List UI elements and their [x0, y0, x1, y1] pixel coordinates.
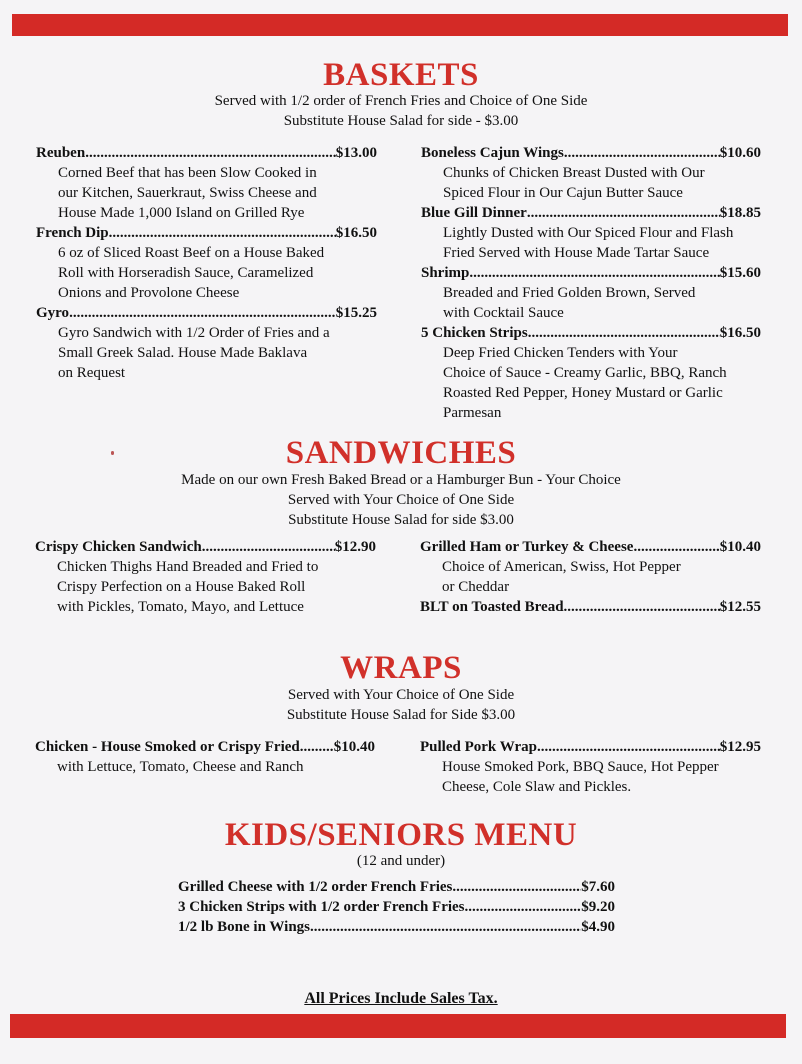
item-price: $15.60: [719, 265, 761, 281]
menu-item-pulled-pork-wrap: [420, 737, 761, 797]
wraps-right-column: [420, 737, 761, 797]
top-decorative-bar: [12, 14, 788, 36]
item-description: Chicken Thighs Hand Breaded and Fried to Crispy Perfection on a House Baked Roll with Pickles, Tomato, Mayo, and Lettuce: [57, 559, 319, 615]
baskets-heading: BASKETS: [323, 57, 479, 93]
menu-item-blt: [420, 597, 761, 617]
menu-item-french-dip: [36, 223, 377, 303]
bottom-decorative-bar: [10, 1014, 786, 1038]
kids-item: Grilled Cheese with 1/2 order French Fries ..... $7.60: [178, 877, 615, 897]
item-name: Blue Gill Dinner: [421, 205, 527, 221]
item-description: Deep Fried Chicken Tenders with Your Choice of Sauce - Creamy Garlic, BBQ, Ranch Roasted Red Pepper, Honey Mustard or Garlic Parmesan: [443, 345, 727, 421]
item-price: $13.00: [335, 145, 377, 161]
item-description: Breaded and Fried Golden Brown, Served with Cocktail Sauce: [443, 285, 696, 321]
item-price: $10.60: [719, 145, 761, 161]
baskets-subtitle-1: Served with 1/2 order of French Fries and Choice of One Side: [214, 93, 588, 109]
item-price: $12.55: [719, 599, 761, 615]
baskets-left-column: [36, 143, 377, 383]
menu-item-5-chicken-strips: [421, 323, 761, 423]
item-name: Grilled Ham or Turkey & Cheese: [420, 539, 634, 555]
wraps-subtitle-2: Substitute House Salad for Side $3.00: [286, 707, 516, 723]
sandwiches-subtitle-3: Substitute House Salad for side $3.00: [288, 512, 514, 528]
item-price: $10.40: [719, 539, 761, 555]
item-name: Shrimp: [421, 265, 470, 281]
item-price: $12.95: [719, 739, 761, 755]
baskets-subtitle-2: Substitute House Salad for side - $3.00: [283, 113, 519, 129]
sandwiches-subtitle-1: Made on our own Fresh Baked Bread or a Hamburger Bun - Your Choice: [181, 472, 621, 488]
item-description: 6 oz of Sliced Roast Beef on a House Baked Roll with Horseradish Sauce, Caramelized Onions and Provolone Cheese: [58, 245, 325, 301]
item-name: Chicken - House Smoked or Crispy Fried: [35, 739, 300, 755]
item-description: Lightly Dusted with Our Spiced Flour and Flash Fried Served with House Made Tartar Sauce: [443, 225, 734, 261]
item-price: $12.90: [334, 539, 376, 555]
menu-item-shrimp: [421, 263, 761, 323]
item-price: $18.85: [719, 205, 761, 221]
menu-item-reuben: [36, 143, 377, 223]
item-name: Crispy Chicken Sandwich: [35, 539, 202, 555]
item-description: Gyro Sandwich with 1/2 Order of Fries and a Small Greek Salad. House Made Baklava on Request: [58, 325, 330, 381]
item-name: Boneless Cajun Wings: [421, 145, 564, 161]
item-price: $15.25: [335, 305, 377, 321]
item-price: $16.50: [335, 225, 377, 241]
kids-item: 3 Chicken Strips with 1/2 order French Fries ..... $9.20: [178, 897, 615, 917]
wraps-left-column: [35, 737, 375, 777]
item-description: Corned Beef that has been Slow Cooked in our Kitchen, Sauerkraut, Swiss Cheese and House Made 1,000 Island on Grilled Rye: [58, 165, 317, 221]
wraps-subtitle-1: Served with Your Choice of One Side: [287, 687, 515, 703]
item-price: $16.50: [719, 325, 761, 341]
item-description: with Lettuce, Tomato, Cheese and Ranch: [57, 759, 304, 775]
item-price: $10.40: [333, 739, 375, 755]
menu-item-gyro: [36, 303, 377, 383]
baskets-right-column: [421, 143, 761, 423]
kids-seniors-list: [178, 877, 615, 937]
menu-item-grilled-ham-or-turkey: [420, 537, 761, 597]
sales-tax-note: All Prices Include Sales Tax.: [304, 990, 498, 1007]
menu-item-chicken-wrap: [35, 737, 375, 777]
sandwiches-right-column: [420, 537, 761, 617]
wraps-heading: WRAPS: [340, 650, 462, 686]
item-name: BLT on Toasted Bread: [420, 599, 564, 615]
item-name: Pulled Pork Wrap: [420, 739, 537, 755]
kids-seniors-subtitle: (12 and under): [356, 853, 446, 869]
menu-item-blue-gill-dinner: [421, 203, 761, 263]
sandwiches-heading: SANDWICHES: [285, 435, 517, 471]
kids-item: 1/2 lb Bone in Wings ..... $4.90: [178, 917, 615, 937]
item-name: French Dip: [36, 225, 109, 241]
kids-seniors-heading: KIDS/SENIORS MENU: [224, 817, 578, 853]
menu-item-boneless-cajun-wings: [421, 143, 761, 203]
menu-item-crispy-chicken-sandwich: [35, 537, 376, 617]
sandwiches-left-column: [35, 537, 376, 617]
item-description: Chunks of Chicken Breast Dusted with Our Spiced Flour in Our Cajun Butter Sauce: [443, 165, 705, 201]
item-name: 5 Chicken Strips: [421, 325, 528, 341]
item-description: Choice of American, Swiss, Hot Pepper or Cheddar: [442, 559, 681, 595]
item-name: Reuben: [36, 145, 86, 161]
item-description: House Smoked Pork, BBQ Sauce, Hot Pepper Cheese, Cole Slaw and Pickles.: [442, 759, 719, 795]
sandwiches-subtitle-2: Served with Your Choice of One Side: [287, 492, 515, 508]
item-name: Gyro: [36, 305, 70, 321]
